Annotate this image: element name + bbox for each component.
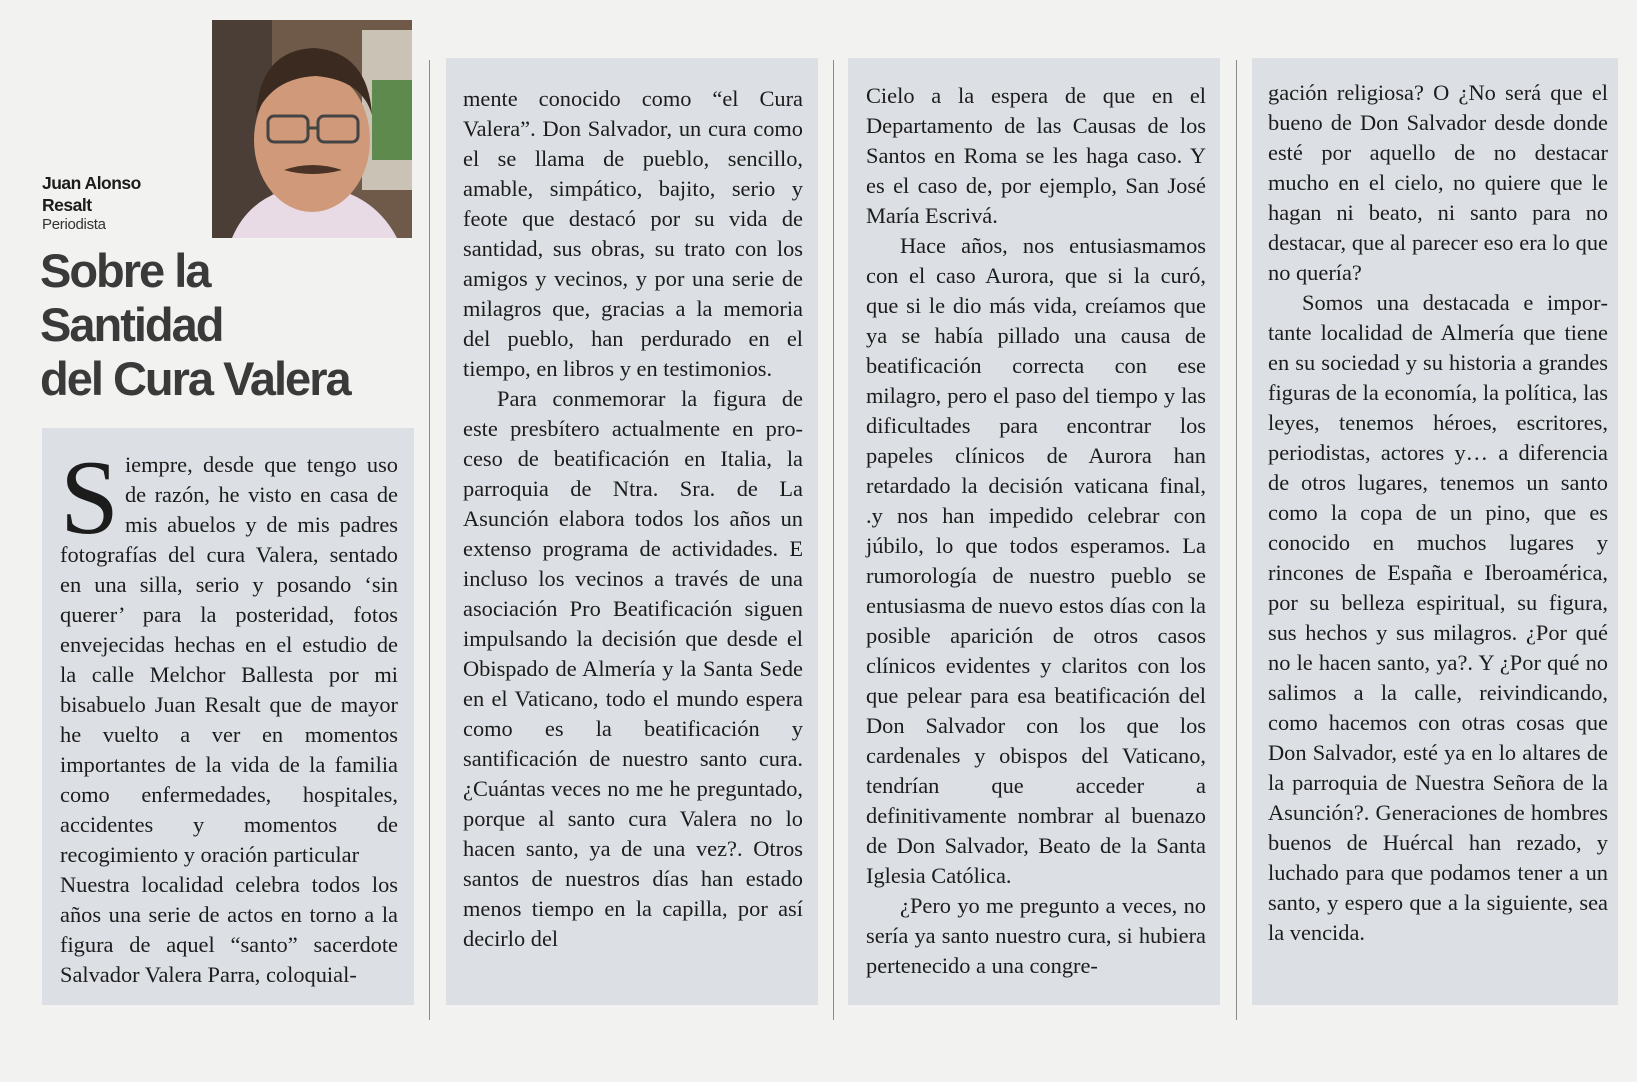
- headline: [40, 244, 400, 406]
- column-3: [866, 81, 1206, 981]
- author-name-line2: Resalt: [42, 195, 92, 215]
- headline-line1: Sobre la Santidad: [40, 244, 223, 351]
- column-4: [1268, 78, 1608, 948]
- author-name-line1: Juan Alonso: [42, 173, 141, 193]
- column-2: [463, 84, 803, 954]
- article-paragraph: gación religiosa? O ¿No será que el bueno de Don Salvador desde donde esté por aquello de no destacar mucho en el cielo, no quiere que le hagan ni beato, ni santo para no destacar, que al parecer eso era lo que no quería?: [1268, 80, 1608, 285]
- column-divider: [833, 60, 834, 1020]
- article-paragraph: Cielo a la espera de que en el Departamento de las Causas de los Santos en Roma se les haga caso. Y es el caso de, por ejemplo, San José María Escrivá.: [866, 83, 1206, 228]
- author-photo: [212, 20, 412, 238]
- column-1: [60, 439, 398, 990]
- article-paragraph: ¿Pero yo me pregunto a veces, no sería ya santo nuestro cura, si hubiera pertenecido a una congre-: [866, 893, 1206, 978]
- column-divider: [1236, 60, 1237, 1020]
- author-name: [42, 172, 141, 216]
- drop-cap: S: [60, 439, 119, 556]
- article-paragraph: Hace años, nos entusiasmamos con el caso Aurora, que si la curó, que si le dio más vida, creíamos que ya se había pillado una causa de beatificación correcta con ese milagro, pero el paso del tiempo y las dificultades para encontrar los papeles clínicos de Aurora han retardado la decisión vaticana final, .y nos han impedido celebrar con júbilo, lo que todos esperamos. La rumorología de nuestro pueblo se entusiasma de nuevo estos días con la posible aparición de otros casos clínicos evidentes y claritos con los que pelear para esa beatificación del Don Salvador con los que los cardenales y obispos del Vaticano, tendrían que acceder a definitivamente nombrar al buenazo de Don Salvador, Beato de la Santa Iglesia Católica.: [866, 233, 1206, 888]
- article-paragraph: Para conmemorar la figura de este presbítero actualmente en proceso de beatificación en Italia, la parroquia de Ntra. Sra. de La Asunción elabora todos los años un extenso programa de actividades. E incluso los vecinos a través de una asociación Pro Beatificación siguen impulsando la decisión que desde el Obispado de Almería y la Santa Sede en el Vaticano, todo el mundo espera como es la beatificación y santificación de nuestro santo cura. ¿Cuántas veces no me he preguntado, porque al santo cura Valera no lo hacen santo, ya de una vez?. Otros santos de nuestros días han estado menos tiempo en la capilla, por así decirlo del: [463, 386, 803, 951]
- column-divider: [429, 60, 430, 1020]
- article-paragraph: Nuestra localidad celebra todos los años una serie de actos en torno a la figura de aquel “santo” sacerdote Salvador Valera Parra, coloquial-: [60, 872, 398, 987]
- author-role: Periodista: [42, 216, 106, 233]
- article-paragraph: mente conocido como “el Cura Valera”. Don Salvador, un cura como el se llama de pueblo, sencillo, amable, simpático, bajito, serio y feote que destacó por su vida de santidad, sus obras, su trato con los amigos y vecinos, y por una serie de milagros que, gracias a la memoria del pueblo, han perdurado en el tiempo, en libros y en testimonios.: [463, 86, 803, 381]
- article-paragraph: [60, 439, 398, 870]
- article-paragraph: Somos una destacada e importante localidad de Almería que tiene en su sociedad y su historia a grandes figuras de la economía, la política, las leyes, tenemos héroes, escritores, periodistas, actores y… a diferencia de otros lugares, tenemos un santo como la copa de un pino, que es conocido en muchos lugares y rincones de España e Iberoamérica, por su belleza espiritual, su figura, sus hechos y sus milagros. ¿Por qué no le hacen santo, ya?. Y ¿Por qué no salimos a la calle, reivindicando, como hacemos con otras cosas que Don Salvador, esté ya en lo altares de la parroquia de Nuestra Señora de la Asunción?. Generaciones de hombres buenos de Huércal han rezado, y luchado para que podamos tener a un santo, y espero que a la siguiente, sea la vencida.: [1268, 290, 1608, 945]
- paragraph-text: iempre, desde que tengo uso de razón, he visto en casa de mis abuelos y de mis padres fotografías del cura Valera, sentado en una silla, serio y posando ‘sin querer’ para la posteridad, fotos envejecidas hechas en el estudio de la calle Melchor Ballesta por mi bisabuelo Juan Resalt que de mayor he vuelto a ver en momentos importantes de la vida de la familia como enfermedades, hospitales, accidentes y momentos de recogimiento y oración particular: [60, 452, 398, 867]
- headline-line2: del Cura Valera: [40, 352, 350, 405]
